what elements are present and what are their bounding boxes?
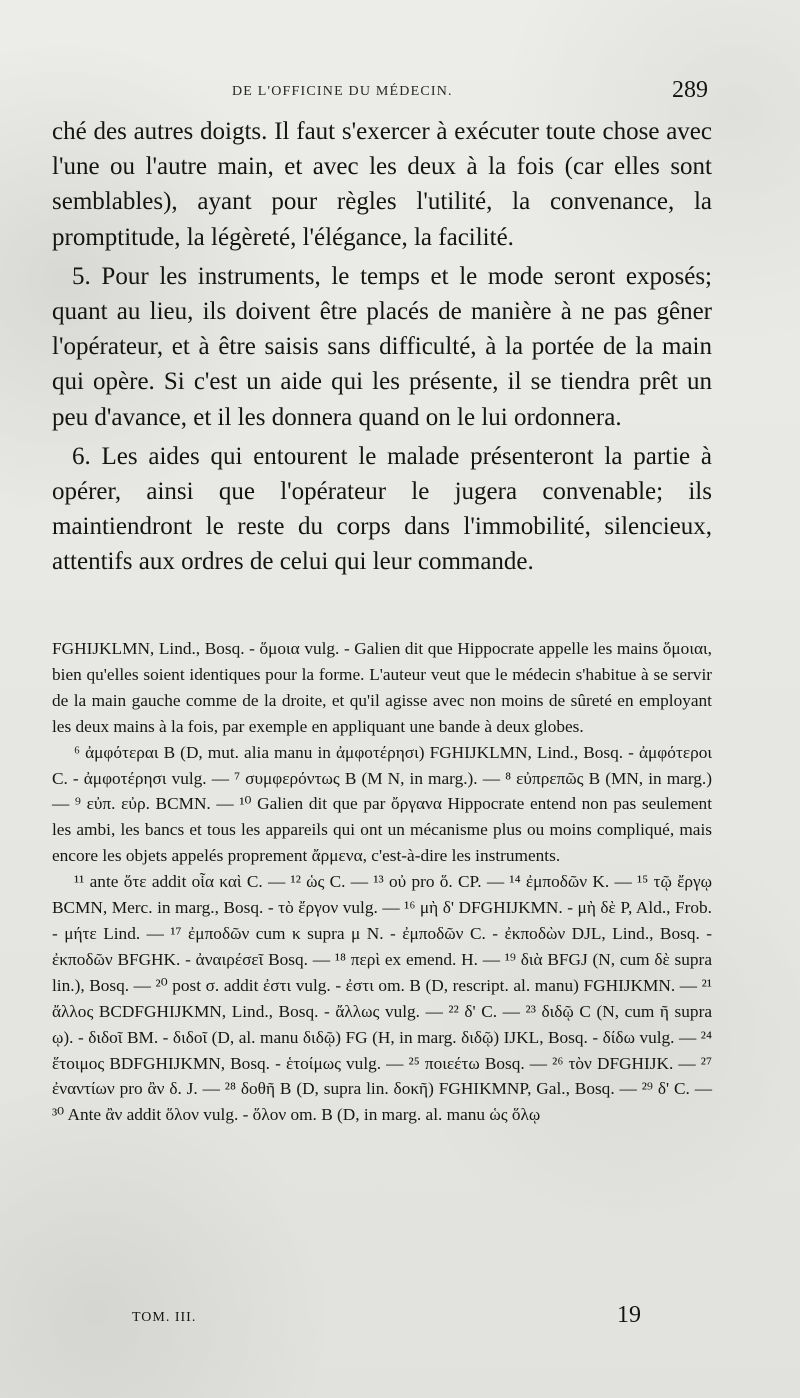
- footnote-paragraph-1: FGHIJKLMN, Lind., Bosq. - ὅμοια vulg. - Galien dit que Hippocrate appelle les mains ὅμοιαι, bien qu'elles soient identiques pour la forme. L'auteur veut que le médecin s'habitue à se servir de la main gauche comme de la droite, et qu'il agisse avec non moins de sûreté en employant les deux mains à la fois, par exemple en appliquant une bande à deux globes.: [52, 639, 712, 736]
- page-number: 289: [672, 77, 708, 103]
- footer-signature: TOM. III.: [132, 1310, 197, 1325]
- footnote-paragraph-2: ⁶ ἀμφότεραι B (D, mut. alia manu in ἀμφοτέρησι) FGHIJKLMN, Lind., Bosq. - ἀμφότεροι C. - ἀμφοτέρησι vulg. — ⁷ συμφερόντως B (M N, in marg.). — ⁸ εὐπρεπῶς B (MN, in marg.) — ⁹ εὐπ. εὐρ. BCMN. — ¹⁰ Galien dit que par ὄργανα Hippocrate entend non pas seulement les ambi, les bancs et tous les appareils qui ont un mécanisme plus ou moins compliqué, mais encore les objets appelés proprement ἄρμενα, c'est-à-dire les instruments.: [52, 742, 712, 866]
- main-text: [52, 114, 712, 580]
- main-paragraph-2: 5. Pour les instruments, le temps et le mode seront exposés; quant au lieu, ils doivent être placés de manière à ne pas gêner l'opérateur, et à être saisis sans difficulté, à la portée de la main qui opère. Si c'est un aide qui les présente, il se tiendra prêt un peu d'avance, et il les donnera quand on le lui ordonnera.: [52, 262, 712, 431]
- page-header: [52, 77, 708, 112]
- page-footer: [132, 1302, 652, 1332]
- footnotes: [52, 636, 712, 1128]
- footer-number: 19: [617, 1302, 641, 1328]
- running-head: DE L'OFFICINE DU MÉDECIN.: [232, 84, 453, 99]
- main-paragraph-1: ché des autres doigts. Il faut s'exercer à exécuter toute chose avec l'une ou l'autre main, et avec les deux à la fois (car elles sont semblables), ayant pour règles l'utilité, la convenance, la promptitude, la légèreté, l'élégance, la facilité.: [52, 118, 712, 251]
- footnote-paragraph-3: ¹¹ ante ὅτε addit οἷα καὶ C. — ¹² ὡς C. — ¹³ οὐ pro ὅ. CP. — ¹⁴ ἐμποδῶν K. — ¹⁵ τῷ ἔργῳ BCMN, Merc. in marg., Bosq. - τὸ ἔργον vulg. — ¹⁶ μὴ δ' DFGHIJKMN. - μὴ δὲ P, Ald., Frob. - μήτε Lind. — ¹⁷ ἐμποδῶν cum κ supra μ N. - ἐμποδῶν C. - ἐκποδὼν DJL, Lind., Bosq. - ἐκποδῶν BFGHK. - ἀναιρέσεῖ Bosq. — ¹⁸ περὶ ex emend. H. — ¹⁹ διὰ BFGJ (N, cum δὲ supra lin.), Bosq. — ²⁰ post σ. addit ἐστι vulg. - ἐστι om. B (D, rescript. al. manu) FGHIJKMN. — ²¹ ἄλλος BCDFGHIJKMN, Lind., Bosq. - ἄλλως vulg. — ²² δ' C. — ²³ διδῷ C (N, cum ῆ supra ῳ). - διδοῖ BM. - διδοῖ (D, al. manu διδῷ) FG (H, in marg. διδῷ) IJKL, Bosq. - δίδω vulg. — ²⁴ ἕτοιμος BDFGHIJKMN, Bosq. - ἑτοίμως vulg. — ²⁵ ποιεέτω Bosq. — ²⁶ τὸν DFGHIJK. — ²⁷ ἐναντίων pro ἂν δ. J. — ²⁸ δοθῆ B (D, supra lin. δοκῆ) FGHIKMNP, Gal., Bosq. — ²⁹ δ' C. — ³⁰ Ante ἂν addit ὅλον vulg. - ὅλον om. B (D, in marg. al. manu ὡς ὅλῳ: [52, 872, 712, 1125]
- main-paragraph-3: 6. Les aides qui entourent le malade présenteront la partie à opérer, ainsi que l'opérateur le jugera convenable; ils maintiendront le reste du corps dans l'immobilité, silencieux, attentifs aux ordres de celui qui leur commande.: [52, 442, 712, 576]
